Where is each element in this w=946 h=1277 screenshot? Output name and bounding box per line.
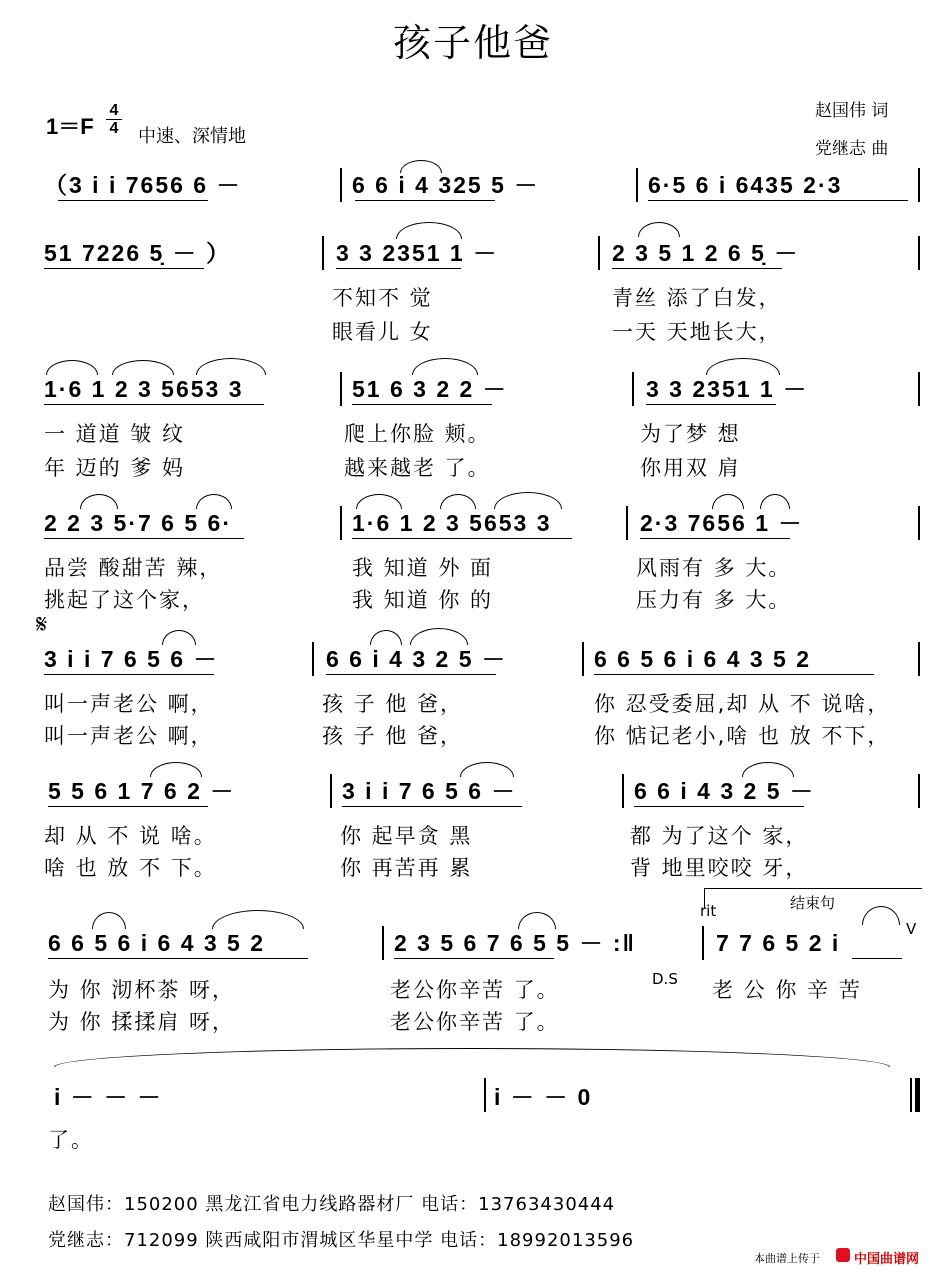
lyric-s6-v2-c: 背 地里咬咬 牙，: [630, 856, 809, 880]
lyric-s7-ending: 老 公 你 辛 苦: [712, 978, 862, 1002]
lyric-s6-v1-c: 都 为了这个 家，: [630, 824, 809, 848]
composer-credit: 党继志 曲: [815, 139, 889, 159]
barline: [340, 372, 342, 406]
barline: [636, 168, 638, 202]
notes-s1-m3: 6·5 6 i 6435 2·3: [648, 172, 843, 198]
barline: [702, 926, 704, 960]
fermata-v: V: [906, 920, 917, 938]
time-signature: [104, 102, 124, 137]
footer-line-2: 党继志：712099 陕西咸阳市渭城区华星中学 电话：18992013596: [48, 1230, 635, 1251]
lyric-s8: 了。: [48, 1128, 94, 1152]
site-logo-icon: [836, 1248, 850, 1262]
final-barline-thin: [910, 1078, 912, 1112]
page-title: 孩子他爸: [392, 21, 553, 65]
lyric-s3-v2-a: 年 迈的 爹 妈: [44, 456, 186, 480]
barline: [918, 372, 920, 406]
notes-s3-m1: 1·6 1 2 3 5653 3: [44, 376, 244, 402]
lyric-s5-v1-b: 孩 子 他 爸，: [322, 692, 464, 716]
barline: [582, 642, 584, 676]
barline: [918, 642, 920, 676]
rit-marking: rit: [700, 902, 717, 920]
time-sig-bottom: 4: [109, 120, 119, 137]
lyric-s2-v2-b: 一天 天地长大，: [612, 320, 782, 344]
notes-s5-m1: 3 i i 7 6 5 6 －: [44, 646, 219, 672]
barline: [598, 236, 600, 270]
footer-line-1: 赵国伟：150200 黑龙江省电力线路器材厂 电话：13763430444: [48, 1194, 616, 1215]
lyric-s3-v1-b: 爬上你脸 颊。: [344, 422, 491, 446]
notes-s7-m2: 2 3 5 6 7 6 5 5 － :‖: [394, 930, 636, 956]
notes-s4-m1: 2 2 3 5·7 6 5 6·: [44, 510, 232, 536]
lyric-s6-v1-b: 你 起早贪 黑: [340, 824, 473, 848]
segno-sign: 𝄋: [36, 610, 48, 640]
notes-s6-m2: 3 i i 7 6 5 6 －: [342, 778, 517, 804]
notes-s7-m3: 7 7 6 5 2 i: [716, 930, 841, 956]
time-sig-top: 4: [109, 102, 119, 119]
barline: [918, 168, 920, 202]
lyric-s4-v2-c: 压力有 多 大。: [636, 588, 792, 612]
notes-s2-m3: 2 3 5 1 2 6 5̣ －: [612, 240, 800, 266]
notes-s6-m3: 6 6 i 4 3 2 5 －: [634, 778, 815, 804]
barline: [340, 168, 342, 202]
barline: [330, 774, 332, 808]
barline: [632, 372, 634, 406]
notes-s3-m3: 3 3 2351 1 －: [646, 376, 809, 402]
lyric-s7-v2-b: 老公你辛苦 了。: [390, 1010, 560, 1034]
lyric-s7-v1-b: 老公你辛苦 了。: [390, 978, 560, 1002]
upload-note: 本曲谱上传于: [754, 1252, 820, 1265]
lyricist-credit: 赵国伟 词: [815, 101, 889, 121]
lyric-s3-v1-c: 为了梦 想: [640, 422, 741, 446]
barline: [918, 774, 920, 808]
ds-marking: D.S: [652, 970, 678, 988]
lyric-s2-v2-a: 眼看儿 女: [332, 320, 433, 344]
lyric-s6-v1-a: 却 从 不 说 啥。: [44, 824, 217, 848]
lyric-s2-v1-b: 青丝 添了白发，: [612, 286, 782, 310]
barline: [322, 236, 324, 270]
barline: [622, 774, 624, 808]
tempo-marking: 中速、深情地: [138, 126, 246, 147]
notes-s4-m2: 1·6 1 2 3 5653 3: [352, 510, 552, 536]
notes-s4-m3: 2·3 7656 1 －: [640, 510, 804, 536]
barline: [918, 236, 920, 270]
barline: [918, 506, 920, 540]
notes-s6-m1: 5 5 6 1 7 6 2 －: [48, 778, 236, 804]
notes-s2-m1: 51 7226 5̣ － ）: [44, 240, 232, 266]
lyric-s5-v2-b: 孩 子 他 爸，: [322, 724, 464, 748]
lyric-s4-v2-b: 我 知道 你 的: [352, 588, 494, 612]
lyric-s3-v2-b: 越来越老 了。: [344, 456, 491, 480]
lyric-s6-v2-b: 你 再苦再 累: [340, 856, 473, 880]
notes-s8-m2: i － － 0: [494, 1084, 593, 1110]
notes-s3-m2: 51 6 3 2 2 －: [352, 376, 508, 402]
key-signature: 1＝F: [46, 114, 94, 139]
barline: [626, 506, 628, 540]
barline: [340, 506, 342, 540]
lyric-s5-v2-c: 你 惦记老小,啥 也 放 不下，: [594, 724, 891, 748]
final-barline-thick: [915, 1078, 920, 1112]
barline: [312, 642, 314, 676]
lyric-s4-v2-a: 挑起了这个家，: [44, 588, 205, 612]
ending-label: 结束句: [790, 894, 836, 912]
lyric-s7-v2-a: 为 你 揉揉肩 呀，: [48, 1010, 236, 1034]
notes-s5-m2: 6 6 i 4 3 2 5 －: [326, 646, 507, 672]
lyric-s2-v1-a: 不知不 觉: [332, 286, 433, 310]
notes-s1-m2: 6 6 i 4 325 5 －: [352, 172, 540, 198]
lyric-s3-v1-a: 一 道道 皱 纹: [44, 422, 186, 446]
notes-s1-m1: （3 i i 7656 6 －: [44, 172, 242, 198]
notes-s5-m3: 6 6 5 6 i 6 4 3 5 2: [594, 646, 812, 672]
notes-s2-m2: 3 3 2351 1 －: [336, 240, 499, 266]
lyric-s6-v2-a: 啥 也 放 不 下。: [44, 856, 217, 880]
lyric-s5-v1-a: 叫一声老公 啊，: [44, 692, 214, 716]
lyric-s4-v1-b: 我 知道 外 面: [352, 556, 494, 580]
lyric-s4-v1-a: 品尝 酸甜苦 辣，: [44, 556, 223, 580]
barline: [484, 1078, 486, 1112]
lyric-s5-v2-a: 叫一声老公 啊，: [44, 724, 214, 748]
notes-s7-m1: 6 6 5 6 i 6 4 3 5 2: [48, 930, 266, 956]
lyric-s4-v1-c: 风雨有 多 大。: [636, 556, 792, 580]
notes-s8-m1: i － － －: [54, 1084, 163, 1110]
barline: [382, 926, 384, 960]
lyric-s5-v1-c: 你 忍受委屈,却 从 不 说啥，: [594, 692, 891, 716]
site-name: 中国曲谱网: [854, 1252, 920, 1267]
lyric-s3-v2-c: 你用双 肩: [640, 456, 741, 480]
lyric-s7-v1-a: 为 你 沏杯茶 呀，: [48, 978, 236, 1002]
